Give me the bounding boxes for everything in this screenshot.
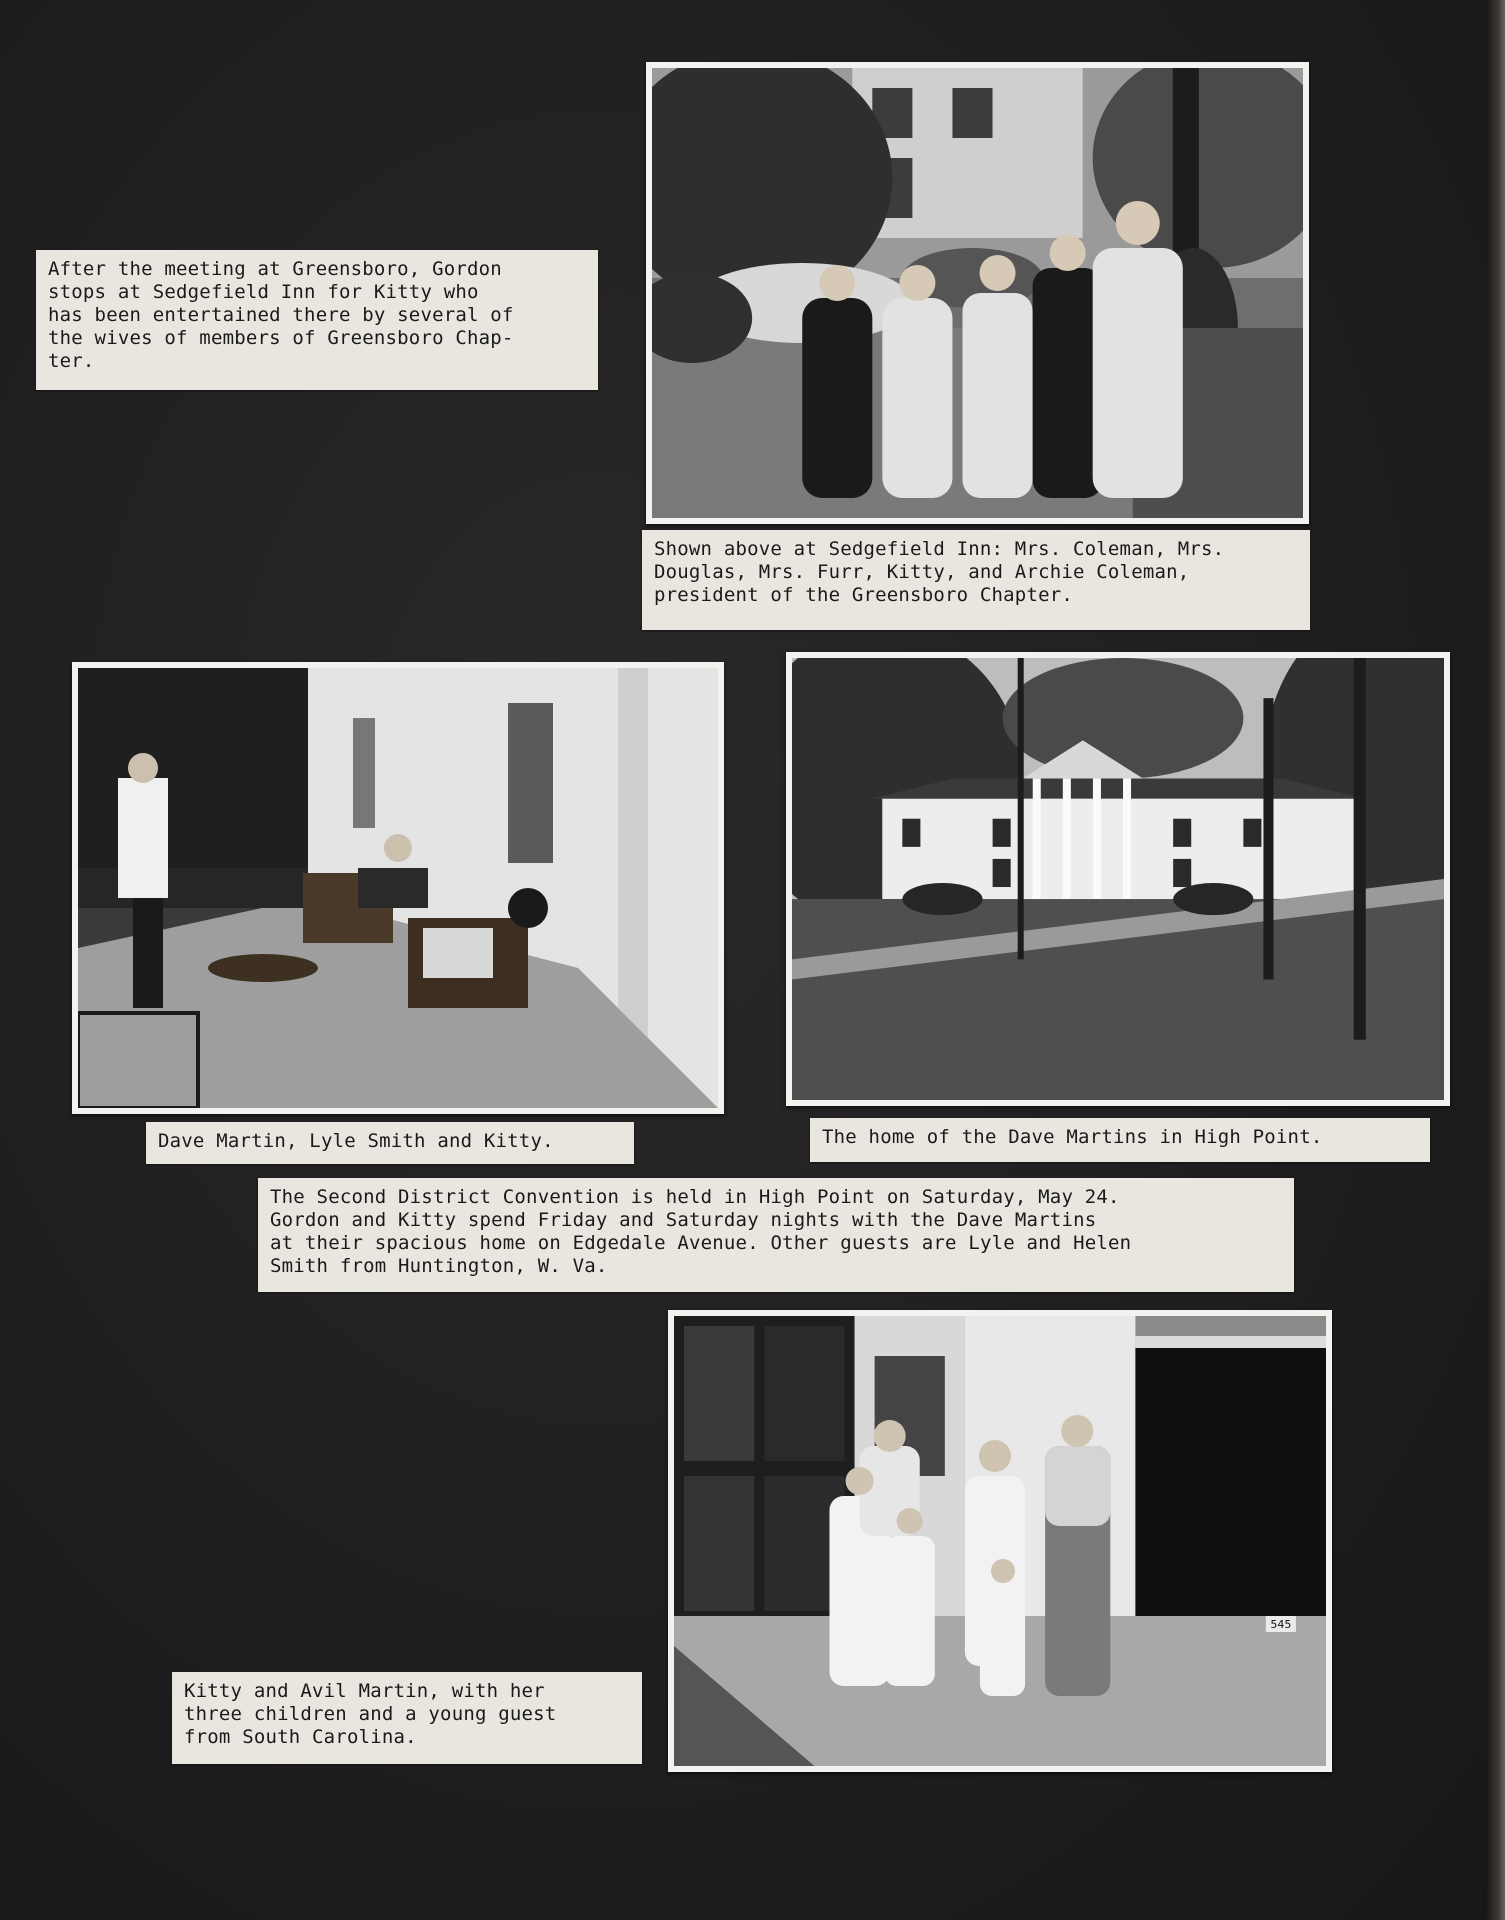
caption-family: Kitty and Avil Martin, with her three children and a young guest from South Carolina. bbox=[172, 1672, 642, 1764]
photo-patio-dave-lyle-kitty bbox=[72, 662, 724, 1114]
caption-sedgefield-intro: After the meeting at Greensboro, Gordon stops at Sedgefield Inn for Kitty who has been entertained there by several of the wives of members of Greensboro Chap- ter. bbox=[36, 250, 598, 390]
caption-sedgefield-names: Shown above at Sedgefield Inn: Mrs. Coleman, Mrs. Douglas, Mrs. Furr, Kitty, and Archie Coleman, president of the Greensboro Chapter. bbox=[642, 530, 1310, 630]
caption-district-convention: The Second District Convention is held in High Point on Saturday, May 24. Gordon and Kitty spend Friday and Saturday nights with the Dave Martins at their spacious home on Edgedale Avenue. Other guests are Lyle and Helen Smith from Huntington, W. Va. bbox=[258, 1178, 1294, 1292]
photo-martin-home-high-point bbox=[786, 652, 1450, 1106]
license-plate-text: 545 bbox=[1270, 1618, 1292, 1631]
photo-sedgefield-inn-group bbox=[646, 62, 1309, 524]
album-page-edge bbox=[1487, 0, 1505, 1920]
photo-kitty-avil-martin-children bbox=[668, 1310, 1332, 1772]
caption-patio: Dave Martin, Lyle Smith and Kitty. bbox=[146, 1122, 634, 1164]
caption-martin-home: The home of the Dave Martins in High Point. bbox=[810, 1118, 1430, 1162]
